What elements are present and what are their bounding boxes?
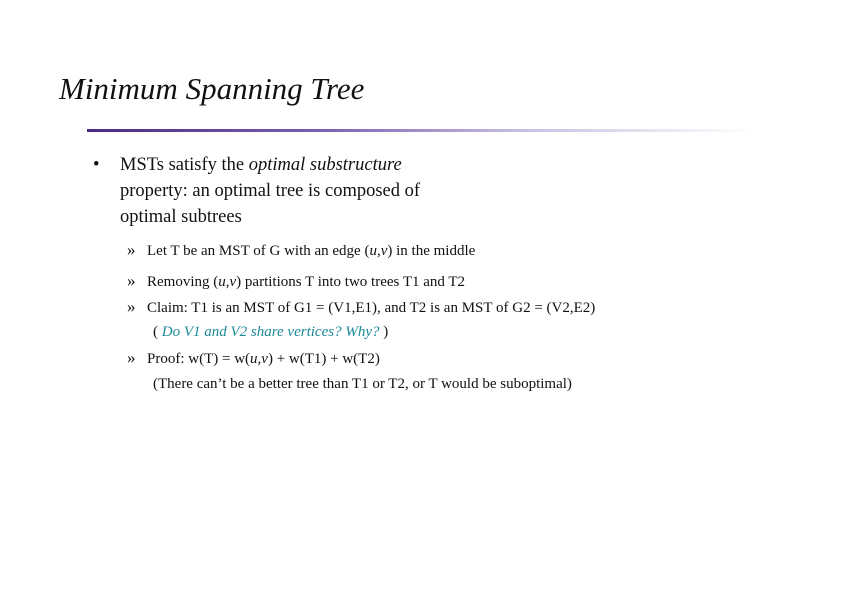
sub-bullet-text: Claim: T1 is an MST of G1 = (V1,E1), and T2 is an MST of G2 = (V2,E2): [147, 300, 596, 316]
shared-vertices-question: Do V1 and V2 share vertices? Why?: [161, 324, 380, 340]
main-bullet-text: [120, 152, 500, 230]
bullet-marker: •: [93, 155, 100, 175]
sub-bullet-text: Proof: w(T) = w(: [147, 351, 251, 367]
title-underline-rule: [87, 129, 755, 132]
sub-bullet-marker: »: [127, 240, 136, 259]
edge-uv: u,v: [369, 243, 388, 259]
sub-bullet-text: ) + w(T1) + w(T2): [267, 351, 380, 367]
sub-bullet-claim: [127, 297, 595, 318]
claim-question-line: [153, 322, 388, 342]
main-bullet-line-1: [120, 152, 500, 178]
sub-bullet-marker: »: [127, 271, 136, 290]
sub-bullet-proof: [127, 348, 380, 369]
sub-bullet-text: ) partitions T into two trees T1 and T2: [236, 274, 466, 290]
sub-bullet-marker: »: [127, 297, 136, 316]
sub-bullet-text: ) in the middle: [387, 243, 476, 259]
sub-bullet-text: Let T be an MST of G with an edge (: [147, 243, 370, 259]
sub-bullet-let-t: [127, 240, 475, 261]
question-open-paren: (: [153, 324, 162, 340]
proof-continuation-line: (There can’t be a better tree than T1 or T2, or T would be suboptimal): [153, 376, 572, 392]
sub-bullet-text: Removing (: [147, 274, 219, 290]
edge-uv: u,v: [250, 351, 268, 367]
main-bullet-line-2: property: an optimal tree is composed of: [120, 181, 421, 201]
main-bullet-line-1-text: MSTs satisfy the: [120, 155, 249, 175]
optimal-substructure-term: optimal substructure: [248, 155, 402, 175]
sub-bullet-removing: [127, 271, 465, 292]
slide-title: Minimum Spanning Tree: [59, 71, 365, 106]
sub-bullet-marker: »: [127, 348, 136, 367]
edge-uv: u,v: [218, 274, 237, 290]
main-bullet-line-3: optimal subtrees: [120, 207, 242, 227]
question-close-paren: ): [379, 324, 389, 340]
